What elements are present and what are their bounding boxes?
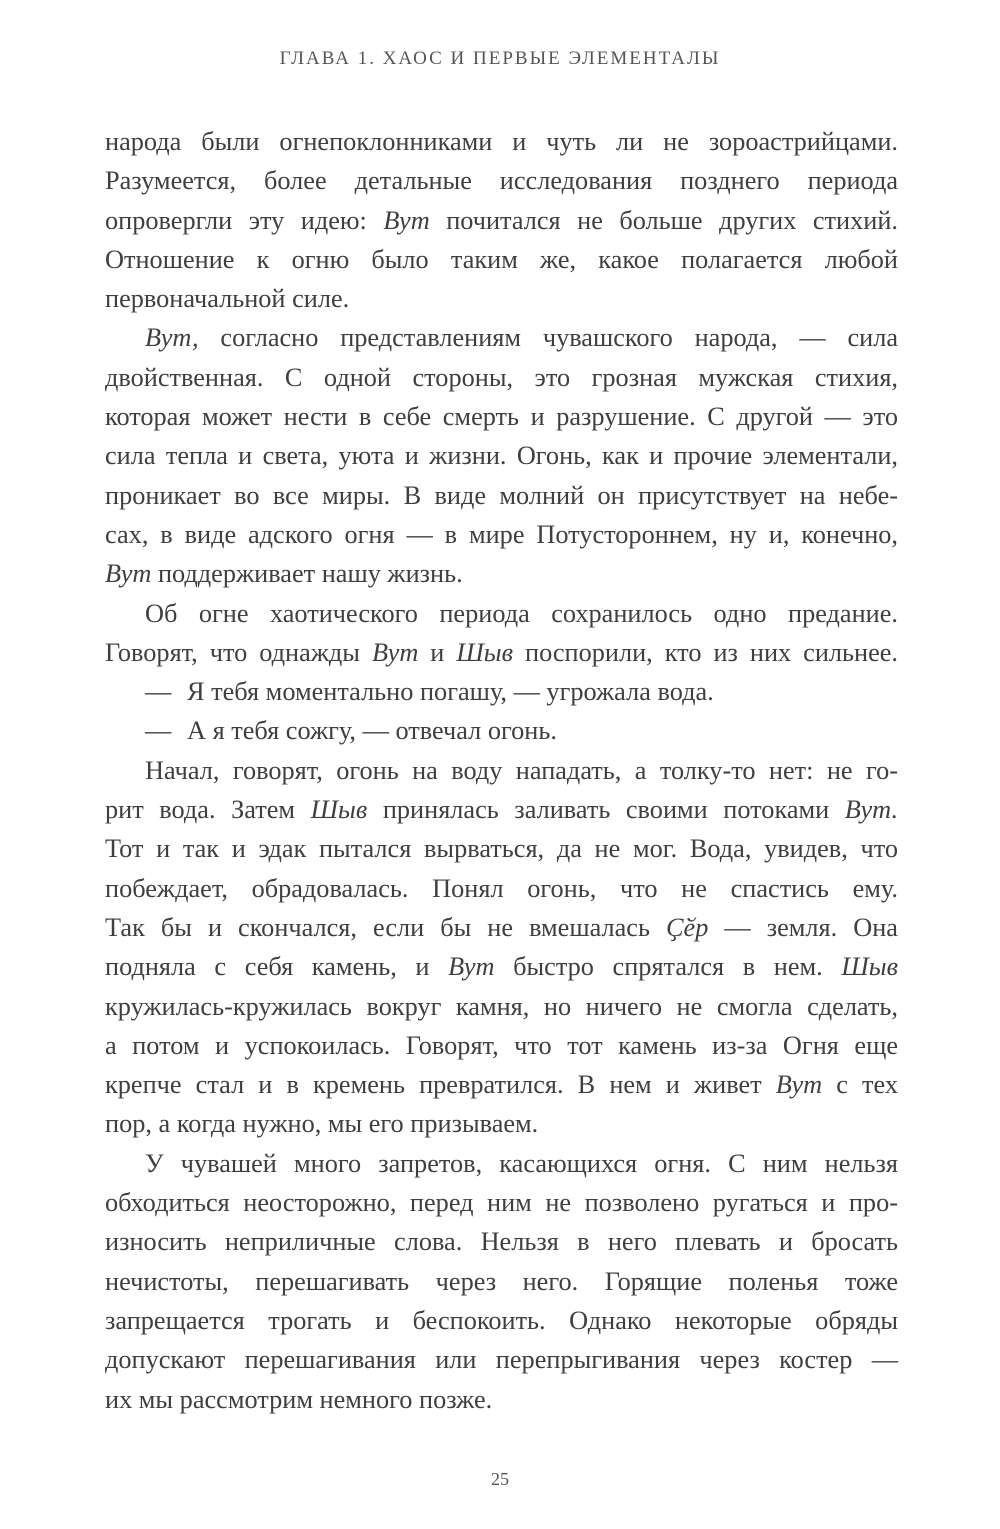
text-run: опровергли эту идею: (105, 205, 367, 235)
text-run: с тех (836, 1070, 898, 1100)
text-run: принялась заливать своими потоками (382, 795, 830, 825)
text-run: крепче стал и в кремень превратился. В нем и живет (105, 1070, 762, 1100)
text-line: кружилась-кружилась вокруг камня, но ничего не смогла сделать, (105, 991, 898, 1021)
text-run: А я тебя сожгу, — отвечал огонь. (187, 716, 557, 746)
text-line: а потом и успокоилась. Говорят, что тот камень из-за Огня еще (105, 1030, 898, 1060)
text-line: износить неприличные слова. Нельзя в него плевать и бросать (105, 1227, 898, 1257)
dialogue-line (105, 672, 898, 711)
text-line: Тот и так и эдак пытался вырваться, да не мог. Вода, увидев, что (105, 834, 898, 864)
text-line: сах, в виде адского огня — в мире Потустороннем, ну и, конечно, (105, 519, 898, 549)
italic-term: Вут (775, 1070, 823, 1100)
text-run: Так бы и скончался, если бы не вмешалась (105, 912, 650, 942)
text-line: обходиться неосторожно, перед ним не позволено ругаться и про- (105, 1188, 898, 1218)
text-run: согласно представлениям чувашского народа, — сила (220, 323, 898, 353)
italic-term: Вут, (145, 323, 199, 353)
italic-term: Шыв (841, 952, 899, 982)
text-line: допускают перешагивания или перепрыгивания через костер — (105, 1345, 898, 1375)
text-line: их мы рассмотрим немного позже. (105, 1384, 493, 1414)
italic-term: Вут (371, 637, 419, 667)
text-line: сила тепла и света, уюта и жизни. Огонь, как и прочие элементали, (105, 441, 898, 471)
text-run: — земля. Она (724, 912, 898, 942)
text-line: У чувашей много запретов, касающихся огня. С ним нельзя (145, 1148, 898, 1178)
text-run: Говорят, что однажды (105, 637, 360, 667)
text-line: запрещается трогать и беспокоить. Однако некоторые обряды (105, 1305, 898, 1335)
text-line (105, 1065, 898, 1104)
page-number: 25 (491, 1469, 509, 1489)
italic-term: Вут (105, 559, 152, 589)
text-line: пор, а когда нужно, мы его призываем. (105, 1109, 539, 1139)
text-line: народа были огнепоклонниками и чуть ли не зороастрийцами. (105, 127, 898, 156)
text-line (105, 908, 898, 947)
text-line (105, 633, 898, 672)
text-line: которая может нести в себе смерть и разрушение. С другой — это (105, 402, 898, 432)
italic-term: Вут. (844, 795, 899, 825)
text-line (105, 201, 898, 240)
italic-term: Вут (383, 205, 430, 235)
text-run: подняла с себя камень, и (105, 952, 430, 982)
italic-term: Вут (448, 952, 495, 982)
text-line (105, 790, 898, 829)
text-line: Об огне хаотического периода сохранилось одно предание. (145, 598, 898, 628)
text-run: рит вода. Затем (105, 795, 296, 825)
italic-term: Шыв (310, 795, 368, 825)
text-run: поддерживает нашу жизнь. (157, 559, 463, 589)
running-head: ГЛАВА 1. ХАОС И ПЕРВЫЕ ЭЛЕМЕНТАЛЫ (279, 48, 721, 69)
text-line: Начал, говорят, огонь на воду нападать, а толку-то нет: не го- (145, 755, 898, 785)
italic-term: Шыв (456, 637, 514, 667)
text-line: проникает во все миры. В виде молний он присутствует на небе- (105, 480, 898, 510)
dialogue-dash: — (145, 677, 172, 707)
dialogue-dash: — (145, 716, 172, 746)
text-line: первоначальной силе. (105, 284, 350, 314)
text-run: поспорили, кто из них сильнее. (525, 637, 898, 667)
text-line (105, 554, 898, 593)
text-line: нечистоты, перешагивать через него. Горящие поленья тоже (105, 1266, 898, 1296)
text-line: Отношение к огню было таким же, какое полагается любой (105, 244, 898, 274)
italic-term: Ҫӗр (666, 912, 709, 942)
dialogue-line (105, 711, 898, 750)
text-run: быстро спрятался в нем. (513, 952, 823, 982)
text-run: и (430, 637, 445, 667)
text-line: Разумеется, более детальные исследования позднего периода (105, 166, 898, 196)
body-text (105, 122, 898, 1419)
text-run: Я тебя моментально погашу, — угрожала вода. (187, 677, 714, 707)
text-line (105, 318, 898, 357)
text-run: почитался не больше других стихий. (446, 205, 898, 235)
text-line: побеждает, обрадовалась. Понял огонь, что не спастись ему. (105, 873, 898, 903)
text-line: двойственная. С одной стороны, это грозная мужская стихия, (105, 362, 898, 392)
text-line (105, 947, 898, 986)
